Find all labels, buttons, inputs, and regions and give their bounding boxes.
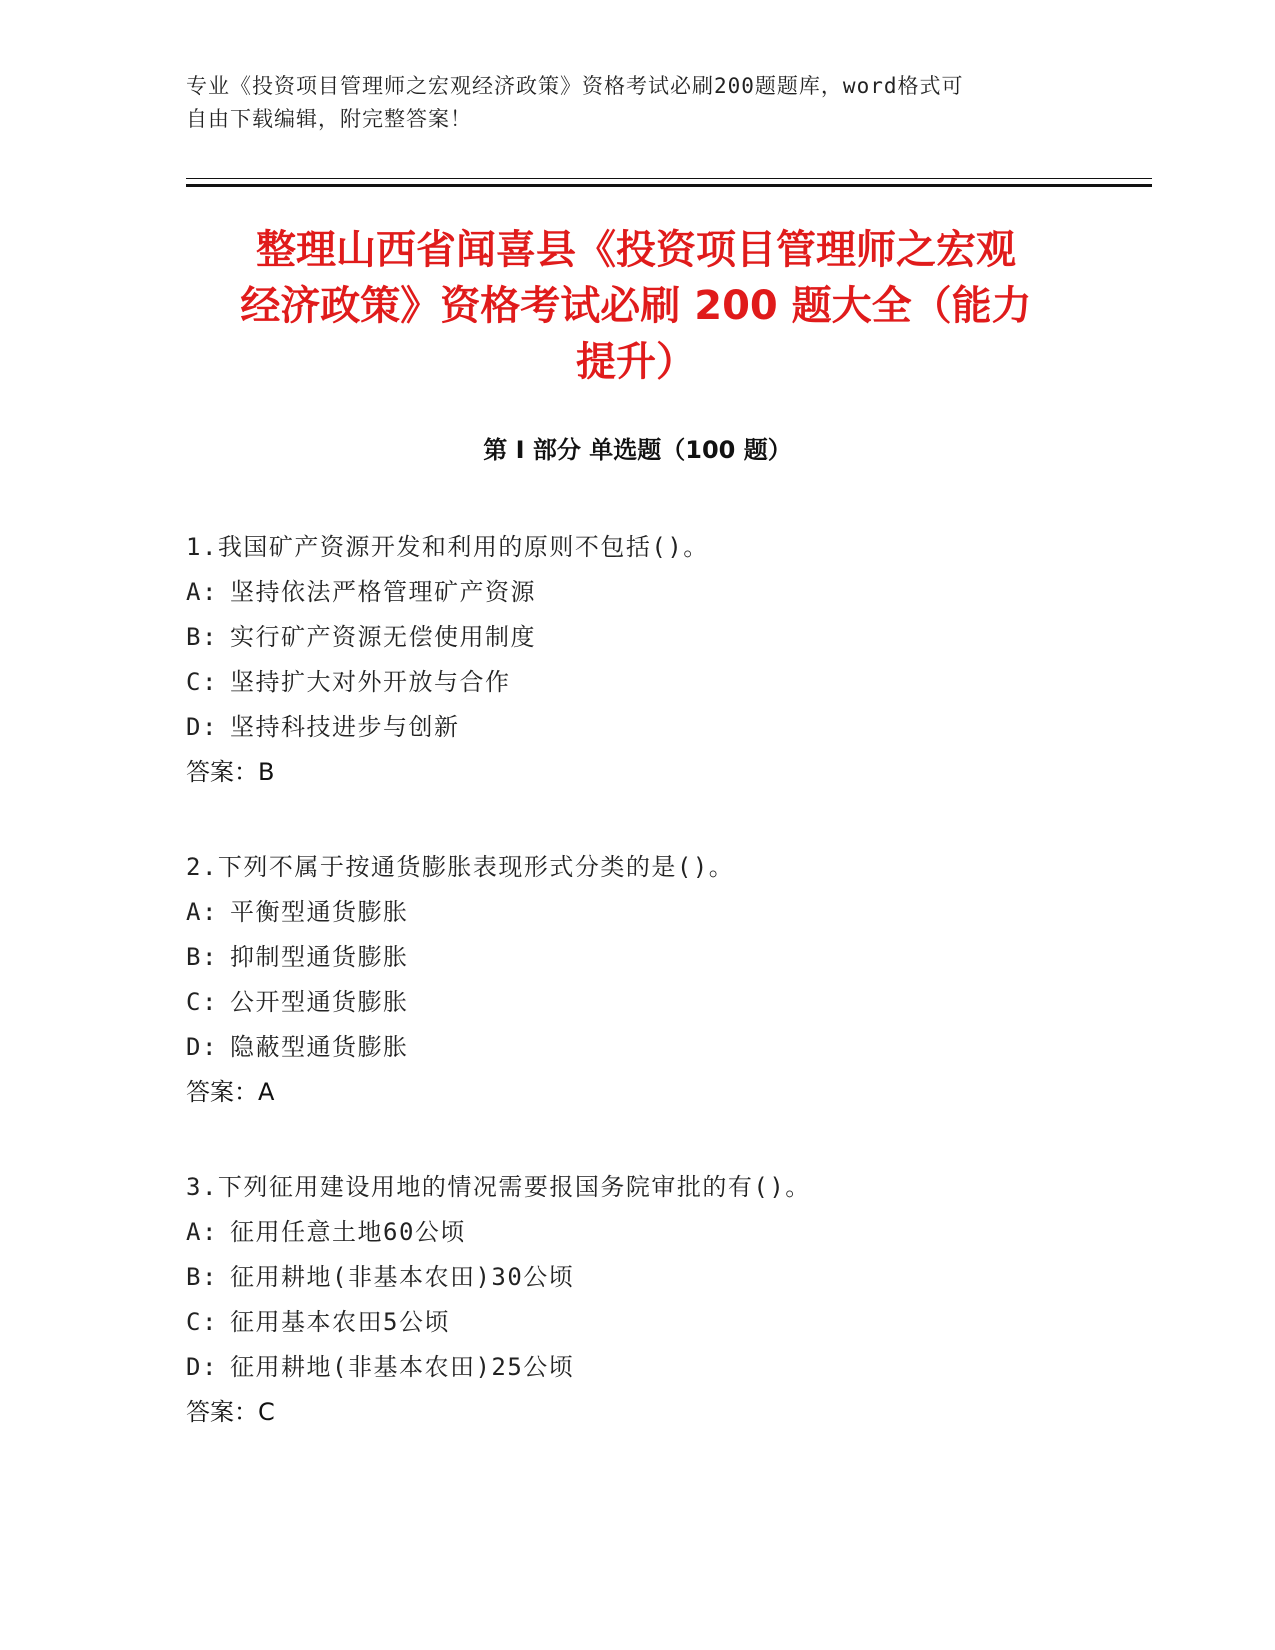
option-c [186,980,1136,1025]
title-line-1: 整理山西省闻喜县《投资项目管理师之宏观 [256,227,1016,273]
question-stem: 3.下列征用建设用地的情况需要报国务院审批的有()。 [186,1173,811,1201]
option-text: 坚持依法严格管理矿产资源 [230,578,536,606]
question-2 [186,845,1136,1115]
title-line-2: 经济政策》资格考试必刷 200 题大全（能力 [240,283,1032,329]
option-letter: D: [186,1353,218,1381]
option-text: 坚持科技进步与创新 [230,713,460,741]
option-d [186,705,1136,750]
option-letter: B: [186,943,218,971]
divider-thin [186,178,1152,179]
option-a [186,1210,1136,1255]
option-b [186,615,1136,660]
divider-thick [186,184,1152,187]
option-letter: C: [186,988,218,1016]
option-text: 征用基本农田5公顷 [230,1308,450,1336]
question-stem: 1.我国矿产资源开发和利用的原则不包括()。 [186,533,709,561]
option-b [186,1255,1136,1300]
option-text: 抑制型通货膨胀 [230,943,409,971]
option-text: 实行矿产资源无偿使用制度 [230,623,536,651]
option-letter: D: [186,713,218,741]
option-letter: D: [186,1033,218,1061]
option-text: 征用耕地(非基本农田)25公顷 [230,1353,575,1381]
option-letter: B: [186,623,218,651]
option-d [186,1025,1136,1070]
option-letter: C: [186,668,218,696]
title-line-3: 提升） [576,339,696,385]
intro-line-1: 专业《投资项目管理师之宏观经济政策》资格考试必刷200题题库，word格式可 [186,74,964,98]
question-3 [186,1165,1136,1435]
option-letter: B: [186,1263,218,1291]
option-text: 征用任意土地60公顷 [230,1218,466,1246]
option-text: 征用耕地(非基本农田)30公顷 [230,1263,575,1291]
answer: 答案：B [186,758,275,786]
option-c [186,660,1136,705]
document-title [186,222,1086,390]
intro-line-2: 自由下载编辑，附完整答案！ [186,107,472,131]
answer: 答案：A [186,1078,275,1106]
question-1 [186,525,1136,795]
option-text: 坚持扩大对外开放与合作 [230,668,511,696]
option-letter: A: [186,1218,218,1246]
option-c [186,1300,1136,1345]
option-d [186,1345,1136,1390]
option-text: 隐蔽型通货膨胀 [230,1033,409,1061]
intro-text [186,70,1106,136]
option-a [186,890,1136,935]
answer: 答案：C [186,1398,275,1426]
option-letter: A: [186,578,218,606]
option-letter: C: [186,1308,218,1336]
question-stem: 2.下列不属于按通货膨胀表现形式分类的是()。 [186,853,735,881]
option-a [186,570,1136,615]
option-text: 公开型通货膨胀 [230,988,409,1016]
option-text: 平衡型通货膨胀 [230,898,409,926]
option-b [186,935,1136,980]
section-heading: 第 I 部分 单选题（100 题） [483,436,792,464]
option-letter: A: [186,898,218,926]
